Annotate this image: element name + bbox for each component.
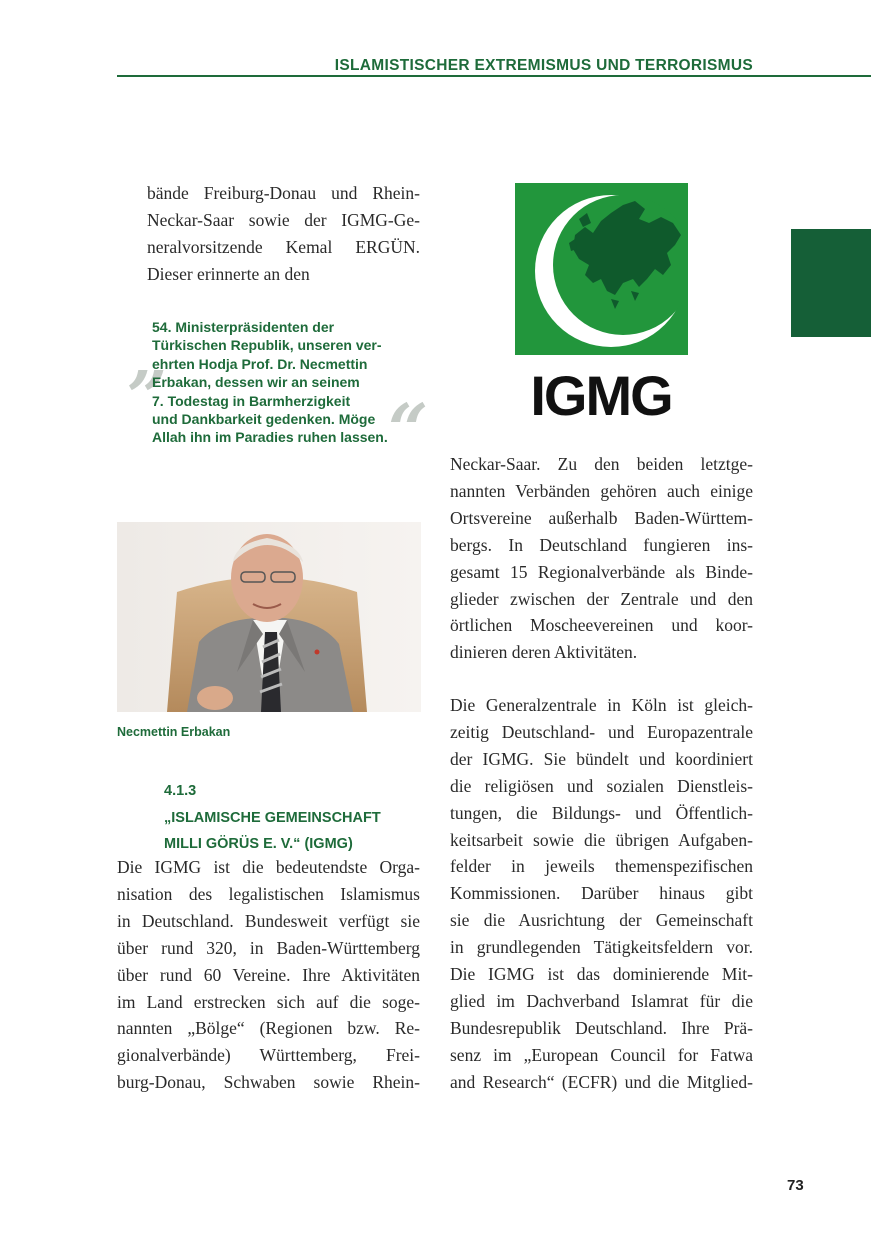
text-line: glied im Dachverband Islamrat für die (450, 990, 753, 1011)
section-title-line: „ISLAMISCHE GEMEINSCHAFT (164, 809, 381, 826)
igmg-crescent-europe-logo-icon (515, 183, 688, 419)
text-line: tungen, die Bildungs- und Öffentlich- (450, 802, 753, 823)
text-line: glieder zwischen der Zentrale und den (450, 588, 753, 609)
text-line: bände Freiburg-Donau und Rhein- (147, 183, 420, 203)
portrait-photo (117, 522, 421, 712)
text-line: über rund 60 Vereine. Ihre Aktivitäten (117, 964, 420, 985)
text-line: nannten Verbänden gehören auch einige (450, 480, 753, 501)
pull-quote (152, 318, 422, 447)
text-line: Neckar-Saar sowie der IGMG-Ge- (147, 209, 420, 230)
close-quote-mark-icon: “ (388, 388, 429, 471)
text-line: Kommissionen. Darüber hinaus gibt (450, 883, 753, 904)
text-line: zeitig Deutschland- und Europazentrale (450, 721, 753, 742)
page-number: 73 (787, 1177, 804, 1194)
text-line: in grundlegenden Tätigkeitsfeldern vor. (450, 937, 753, 958)
text-line: and Research“ (ECFR) und die Mitglied- (450, 1071, 753, 1092)
quote-line: 7. Todestag in Barmherzigkeit (152, 392, 351, 409)
text-line: nisation des legalistischen Islamismus (117, 883, 420, 904)
text-line: in Deutschland. Bundesweit verfügt sie (117, 910, 420, 931)
quote-line: Türkischen Republik, unseren ver- (152, 337, 382, 354)
text-line: neralvorsitzende Kemal ERGÜN. (147, 236, 420, 257)
text-line: senz im „European Council for Fatwa (450, 1044, 753, 1065)
text-line: Ortsvereine außerhalb Baden-Württem- (450, 507, 753, 528)
text-line: Neckar-Saar. Zu den beiden letztge- (450, 454, 753, 474)
text-line: die religiösen und sozialen Dienstleis- (450, 775, 753, 796)
right-paragraph-2 (450, 692, 753, 1096)
quote-line: Allah ihn im Paradies ruhen lassen. (152, 429, 388, 446)
text-line: der IGMG. Sie bündelt und koordiniert (450, 748, 753, 769)
quote-line: ehrten Hodja Prof. Dr. Necmettin (152, 355, 368, 372)
portrait-photo-icon (117, 522, 421, 712)
text-line: keitsarbeit sowie die übrigen Aufgaben- (450, 829, 753, 850)
text-line: Die Generalzentrale in Köln ist gleich- (450, 695, 753, 715)
text-line: dinieren deren Aktivitäten. (450, 642, 638, 663)
chapter-tab (791, 229, 871, 337)
text-line: Dieser erinnerte an den (147, 263, 310, 284)
text-line: über rund 320, in Baden-Württemberg (117, 937, 420, 958)
text-line: burg-Donau, Schwaben sowie Rhein- (117, 1072, 420, 1093)
section-number: 4.1.3 (164, 783, 197, 799)
text-line: örtlichen Moscheevereinen und koor- (450, 615, 753, 636)
right-paragraph-1 (450, 451, 753, 666)
left-bottom-paragraph (117, 854, 420, 1096)
section-heading (164, 778, 381, 858)
text-line: Bundesrepublik Deutschland. Ihre Prä- (450, 1017, 753, 1038)
logo-wordmark: IGMG (530, 364, 672, 419)
text-line: felder in jeweils themenspezifischen (450, 856, 753, 877)
text-line: Die IGMG ist das dominierende Mit- (450, 964, 753, 985)
running-header: ISLAMISTISCHER EXTREMISMUS UND TERRORISMUS (334, 57, 753, 74)
header-rule (117, 75, 871, 77)
text-line: bergs. In Deutschland fungieren ins- (450, 534, 753, 555)
open-quote-mark-icon: „ (128, 315, 169, 398)
quote-line: 54. Ministerpräsidenten der (152, 319, 335, 335)
text-line: sie die Ausrichtung der Gemeinschaft (450, 910, 753, 931)
text-line: gionalverbände) Württemberg, Frei- (117, 1045, 420, 1066)
text-line: nannten „Bölge“ (Regionen bzw. Re- (117, 1018, 420, 1039)
left-top-paragraph (147, 180, 420, 288)
quote-line: Erbakan, dessen wir an seinem (152, 374, 360, 391)
igmg-logo (515, 183, 688, 419)
text-line: Die IGMG ist die bedeutendste Orga- (117, 857, 420, 877)
quote-line: und Dankbarkeit gedenken. Möge (152, 411, 376, 428)
text-line: gesamt 15 Regionalverbände als Binde- (450, 561, 753, 582)
photo-caption: Necmettin Erbakan (117, 725, 231, 739)
text-line: im Land erstrecken sich auf die soge- (117, 991, 420, 1012)
section-title-line: MILLI GÖRÜS E. V.“ (IGMG) (164, 836, 353, 852)
